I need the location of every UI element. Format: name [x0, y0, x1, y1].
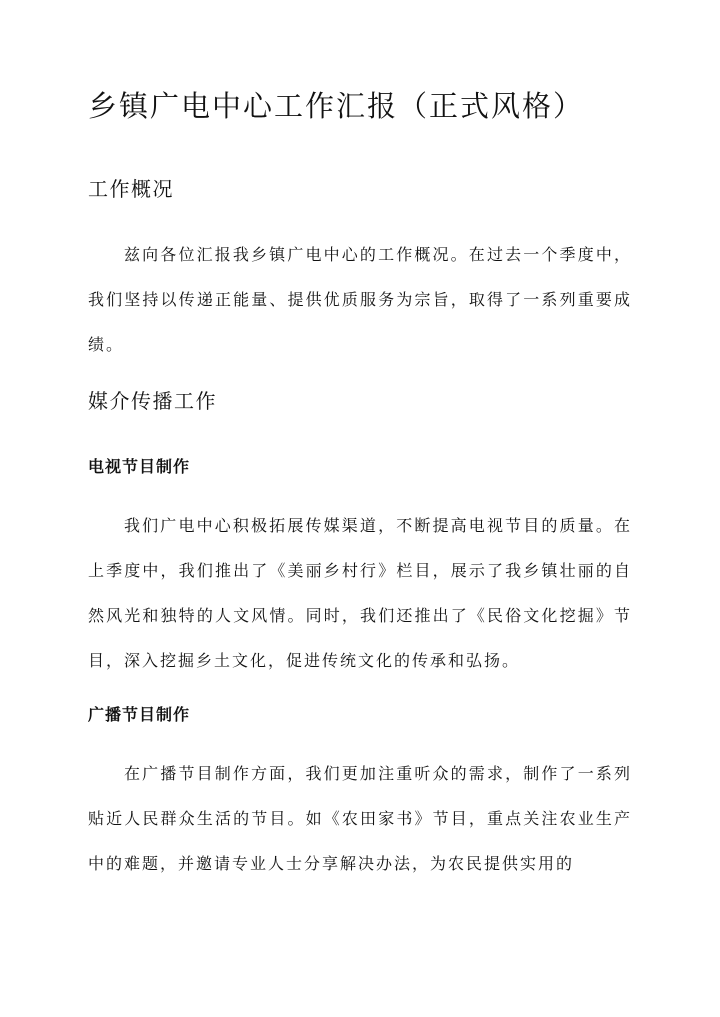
document-title: 乡镇广电中心工作汇报（正式风格） — [88, 89, 585, 123]
subsection-heading-radio: 广播节目制作 — [88, 705, 191, 724]
overview-paragraph: 兹向各位汇报我乡镇广电中心的工作概况。在过去一个季度中，我们坚持以传递正能量、提供优质服务为宗旨，取得了一系列重要成绩。 — [88, 245, 632, 354]
radio-paragraph: 在广播节目制作方面，我们更加注重听众的需求，制作了一系列贴近人民群众生活的节目。如《农田家书》节目，重点关注农业生产中的难题，并邀请专业人士分享解决办法，为农民提供实用的 — [88, 764, 632, 873]
section-heading-media: 媒介传播工作 — [88, 389, 217, 413]
tv-paragraph: 我们广电中心积极拓展传媒渠道，不断提高电视节目的质量。在上季度中，我们推出了《美丽乡村行》栏目，展示了我乡镇壮丽的自然风光和独特的人文风情。同时，我们还推出了《民俗文化挖掘》节目，深入挖掘乡土文化，促进传统文化的传承和弘扬。 — [88, 516, 632, 670]
section-heading-overview: 工作概况 — [88, 177, 174, 201]
subsection-heading-tv: 电视节目制作 — [88, 457, 191, 476]
